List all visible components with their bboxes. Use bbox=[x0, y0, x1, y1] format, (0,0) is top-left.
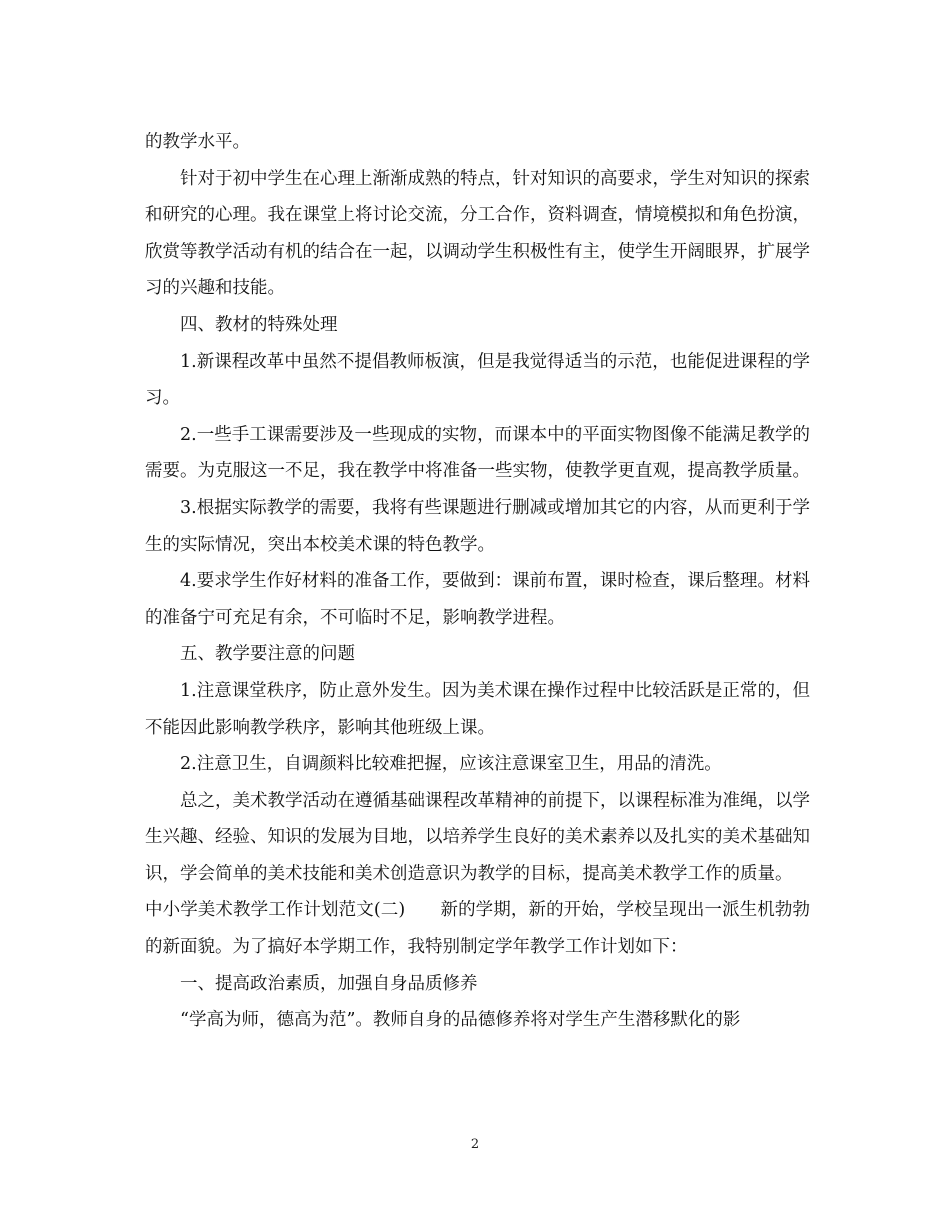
paragraph-note-1: 1.注意课堂秩序，防止意外发生。因为美术课在操作过程中比较活跃是正常的，但不能因此影响教学秩序，影响其他班级上课。 bbox=[145, 680, 810, 738]
paragraph-2: 针对于初中学生在心理上渐渐成熟的特点，针对知识的高要求，学生对知识的探索和研究的心理。我在课堂上将讨论交流，分工合作，资料调查，情境模拟和角色扮演，欣赏等教学活动有机的结合在一起，以调动学生积极性有主，使学生开阔眼界，扩展学习的兴趣和技能。 bbox=[145, 168, 810, 299]
paragraph-quote: “学高为师，德高为范”。教师自身的品德修养将对学生产生潜移默化的影 bbox=[180, 1010, 741, 1031]
paragraph-item-1: 1.新课程改革中虽然不提倡教师板演，但是我觉得适当的示范，也能促进课程的学习。 bbox=[145, 351, 810, 409]
document-body bbox=[145, 124, 810, 1039]
paragraph-note-2: 2.注意卫生，自调颜料比较难把握，应该注意课室卫生，用品的清洗。 bbox=[180, 754, 722, 775]
paragraph-item-2: 2.一些手工课需要涉及一些现成的实物，而课本中的平面实物图像不能满足教学的需要。为克服这一不足，我在教学中将准备一些实物，使教学更直观，提高教学质量。 bbox=[145, 424, 810, 482]
section-heading-1: 一、提高政治素质，加强自身品质修养 bbox=[180, 973, 478, 994]
paragraph-item-4: 4.要求学生作好材料的准备工作，要做到：课前布置，课时检查，课后整理。材料的准备宁可充足有余，不可临时不足，影响教学进程。 bbox=[145, 571, 810, 628]
paragraph-1: 的教学水平。 bbox=[145, 132, 250, 152]
paragraph-item-3: 3.根据实际教学的需要，我将有些课题进行删减或增加其它的内容，从而更利于学生的实际情况，突出本校美术课的特色教学。 bbox=[145, 497, 810, 555]
section-heading-5: 五、教学要注意的问题 bbox=[180, 644, 355, 665]
page-number: 2 bbox=[470, 1137, 480, 1152]
paragraph-plan-title: 中小学美术教学工作计划范文(二) 新的学期，新的开始，学校呈现出一派生机勃勃的新面貌。为了搞好本学期工作，我特别制定学年教学工作计划如下： bbox=[145, 900, 810, 958]
section-heading-4: 四、教材的特殊处理 bbox=[180, 314, 338, 335]
paragraph-summary: 总之，美术教学活动在遵循基础课程改革精神的前提下，以课程标准为准绳，以学生兴趣、经验、知识的发展为目地，以培养学生良好的美术素养以及扎实的美术基础知识，学会简单的美术技能和美术创造意识为教学的目标，提高美术教学工作的质量。 bbox=[145, 790, 810, 884]
